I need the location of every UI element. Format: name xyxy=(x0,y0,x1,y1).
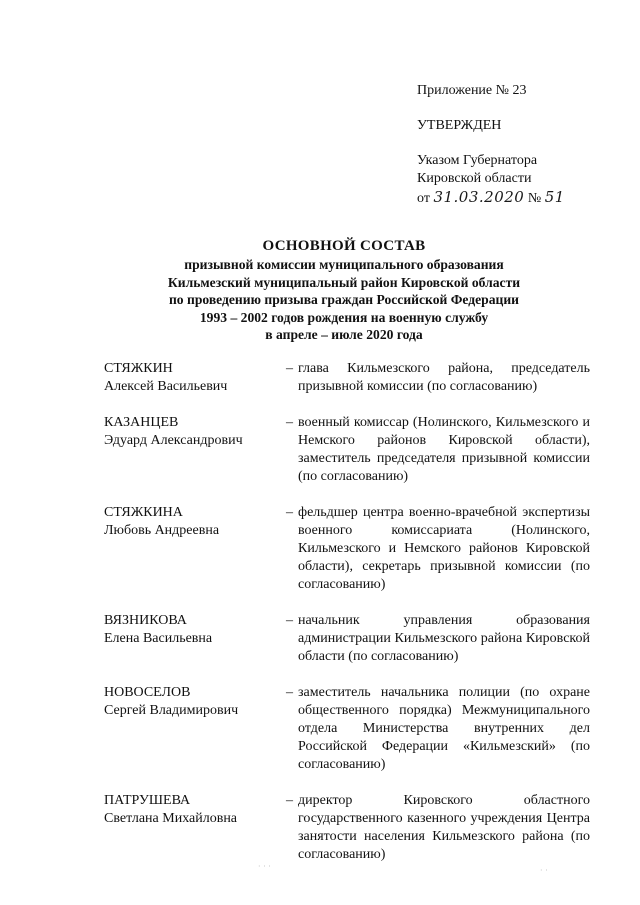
member-given-name: Светлана Михайловна xyxy=(104,811,238,826)
member-role: фельдшер центра военно-врачебной экспертизы военного комиссариата (Нолинского, Кильмезского и Немского районов Кировской области), секретарь призывной комиссии (по согласованию) xyxy=(298,505,590,592)
member-name xyxy=(104,684,284,720)
dash-separator: – xyxy=(286,505,293,520)
member-name xyxy=(104,360,284,396)
dash-separator: – xyxy=(286,613,293,628)
member-surname: ВЯЗНИКОВА xyxy=(104,613,187,628)
title-line-3: по проведению призыва граждан Российской Федерации xyxy=(168,292,520,307)
member-entry xyxy=(104,360,590,396)
title-line-5: в апреле – июле 2020 года xyxy=(265,327,423,342)
member-entry xyxy=(104,792,590,864)
member-role: начальник управления образования администрации Кильмезского района Кировской области (по согласованию) xyxy=(298,613,590,664)
dash-separator: – xyxy=(286,361,293,376)
member-name xyxy=(104,612,284,648)
handwritten-date: 31.03.2020 xyxy=(433,188,525,206)
annex-number: Приложение № 23 xyxy=(417,83,527,98)
member-surname: СТЯЖКИНА xyxy=(104,505,183,520)
dash-separator: – xyxy=(286,415,293,430)
title-line-1: призывной комиссии муниципального образования xyxy=(184,257,504,272)
member-name xyxy=(104,792,284,828)
member-role: директор Кировского областного государственного казенного учреждения Центра занятости населения Кильмезского района (по согласованию) xyxy=(298,793,590,862)
title-line-4: 1993 – 2002 годов рождения на военную службу xyxy=(199,309,489,325)
approval-block xyxy=(417,82,632,208)
member-entry xyxy=(104,504,590,594)
member-name xyxy=(104,504,284,540)
member-given-name: Любовь Андреевна xyxy=(104,523,220,538)
member-surname: СТЯЖКИН xyxy=(104,361,173,376)
member-surname: ПАТРУШЕВА xyxy=(104,793,191,808)
member-given-name: Елена Васильевна xyxy=(104,631,213,646)
scan-speck: · · xyxy=(540,866,548,875)
scan-speck: · · · xyxy=(258,862,271,871)
decree-date-line xyxy=(417,188,632,208)
member-entry xyxy=(104,414,590,486)
member-name xyxy=(104,414,284,450)
decree-line-2: Кировской области xyxy=(417,171,532,186)
member-role: заместитель начальника полиции (по охране общественного порядка) Межмуниципального отдела Министерства внутренних дел Российской Федерации «Кильмезский» (по согласованию) xyxy=(298,685,590,772)
number-prefix: № xyxy=(527,191,542,206)
member-given-name: Сергей Владимирович xyxy=(104,703,239,718)
decree-line-1: Указом Губернатора xyxy=(417,153,538,168)
commission-members-list xyxy=(104,360,590,864)
date-prefix: от xyxy=(417,191,430,206)
member-surname: НОВОСЕЛОВ xyxy=(104,685,191,700)
approved-stamp: УТВЕРЖДЕН xyxy=(417,118,502,133)
member-surname: КАЗАНЦЕВ xyxy=(104,415,179,430)
member-given-name: Эдуард Александрович xyxy=(104,433,243,448)
document-title xyxy=(100,236,588,344)
title-main: ОСНОВНОЙ СОСТАВ xyxy=(262,238,426,254)
decree-reference xyxy=(417,152,632,208)
member-entry xyxy=(104,612,590,666)
member-entry xyxy=(104,684,590,774)
dash-separator: – xyxy=(286,685,293,700)
member-role: глава Кильмезского района, председатель призывной комиссии (по согласованию) xyxy=(298,361,590,394)
member-given-name: Алексей Васильевич xyxy=(104,379,228,394)
member-role: военный комиссар (Нолинского, Кильмезского и Немского районов Кировской области), заместитель председателя призывной комиссии (по согласованию) xyxy=(298,415,590,484)
handwritten-number: 51 xyxy=(544,188,565,206)
dash-separator: – xyxy=(286,793,293,808)
title-line-2: Кильмезский муниципальный район Кировской области xyxy=(167,274,521,290)
